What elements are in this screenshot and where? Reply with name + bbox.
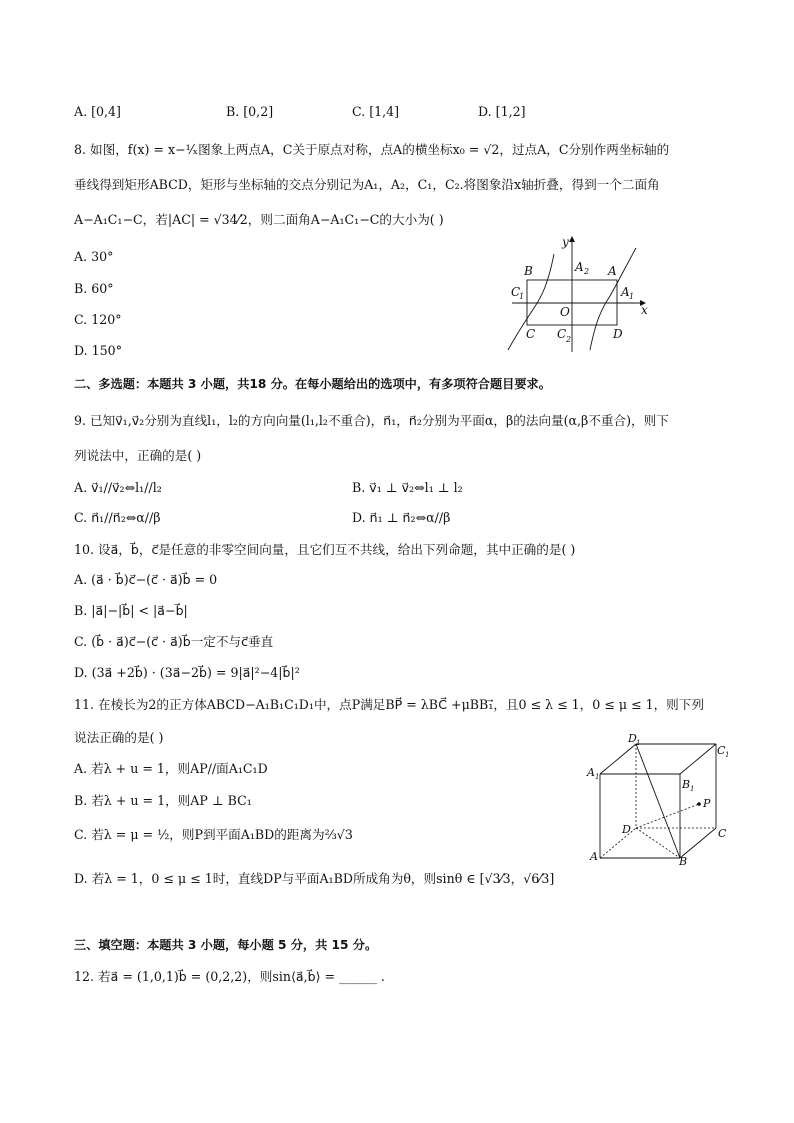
label-c1: C [511,285,521,299]
label-b1-sub: 1 [690,785,695,793]
q8-option-a: A. 30° [74,249,114,264]
q8-option-c: C. 120° [74,312,122,327]
label-c: C [718,827,727,840]
q9-option-c: C. n⃗₁//n⃗₂⇔α//β [74,510,161,525]
label-a1: A [621,285,630,299]
label-a1-sub: 1 [629,292,635,301]
q11-option-c: C. 若λ = μ = ½，则P到平面A₁BD的距离为⅔√3 [74,827,353,842]
label-a: A [608,264,617,278]
label-o: O [560,305,570,319]
label-b: B [679,855,688,866]
q7-option-d: D. [1,2] [478,104,526,119]
section-heading-fill-in: 三、填空题：本题共 3 小题，每小题 5 分，共 15 分。 [74,938,378,952]
q11-stem-line1: 11. 在棱长为2的正方体ABCD−A₁B₁C₁D₁中，点P满足BP⃗ = λBC⃗ +μBB₁⃗，且0 ≤ λ ≤ 1，0 ≤ μ ≤ 1，则下列 [74,697,704,712]
q8-stem-line3: A−A₁C₁−C，若|AC| = √34⁄2，则二面角A−A₁C₁−C的大小为( ) [74,212,444,227]
q7-option-b: B. [0,2] [226,104,274,119]
q9-stem-line2: 列说法中，正确的是( ) [74,448,202,463]
point-p [697,802,701,806]
q11-cube-figure [584,734,744,866]
q8-stem-line2: 垂线得到矩形ABCD，矩形与坐标轴的交点分别记为A₁，A₂，C₁，C₂.将图象沿x轴折叠，得到一个二面角 [74,177,660,192]
q11-stem-line2: 说法正确的是( ) [74,730,164,745]
q9-option-d: D. n⃗₁ ⊥ n⃗₂⇔α//β [352,510,451,525]
label-c: C [526,327,536,341]
q11-option-b: B. 若λ + u = 1，则AP ⊥ BC₁ [74,793,252,808]
label-c1-sub: 1 [519,292,525,301]
label-a1: A [587,766,595,779]
q11-option-d: D. 若λ = 1，0 ≤ μ ≤ 1时，直线DP与平面A₁BD所成角为θ，则sinθ ∈ [√3⁄3，√6⁄3] [74,871,555,886]
edge-b-c [680,828,716,858]
label-a: A [590,850,598,863]
label-c2-sub: 2 [566,335,572,344]
line-d1-b [636,744,680,858]
q8-graph-figure [500,232,660,354]
label-d1-sub: 1 [636,739,641,747]
label-b1: B [682,778,691,791]
label-y: y [562,235,569,249]
q10-option-a: A. (a⃗ · b⃗)c⃗−(c⃗ · a⃗)b⃗ = 0 [74,572,218,587]
q10-option-d: D. (3a⃗ +2b⃗) · (3a⃗−2b⃗) = 9|a⃗|²−4|b⃗|² [74,665,300,680]
label-d: D [622,823,631,836]
q12-stem: 12. 若a⃗ = (1,0,1)b⃗ = (0,2,2)，则sin⟨a⃗,b⃗⟩ = ______ . [74,969,385,984]
q7-option-a: A. [0,4] [74,104,121,119]
label-b: B [524,264,533,278]
q8-option-d: D. 150° [74,343,122,358]
q11-option-a: A. 若λ + u = 1，则AP//面A₁C₁D [74,761,268,776]
q9-option-b: B. v⃗₁ ⊥ v⃗₂⇔l₁ ⊥ l₂ [352,480,463,495]
label-a1-sub: 1 [595,773,600,781]
q10-option-b: B. |a⃗|−|b⃗| < |a⃗−b⃗| [74,603,188,618]
y-axis-arrow [569,236,575,242]
line-d-b-hidden [636,828,680,858]
label-p: P [703,797,711,810]
q8-option-b: B. 60° [74,281,114,296]
label-d: D [613,327,623,341]
section-heading-multiple-choice: 二、多选题：本题共 3 小题，共18 分。在每小题给出的选项中，有多项符合题目要求。 [74,377,551,391]
label-c2: C [557,327,567,341]
label-x: x [641,303,648,317]
label-d1: D [628,734,637,745]
q10-option-c: C. (b⃗ · a⃗)c⃗−(c⃗ · a⃗)b⃗一定不与c⃗垂直 [74,634,274,649]
label-c1-sub: 1 [725,751,730,759]
label-c1: C [717,744,726,757]
edge-b1-c1 [680,744,716,774]
q8-stem-line1: 8. 如图，f(x) = x−¹⁄ₓ图象上两点A，C关于原点对称，点A的横坐标x₀ = √2，过点A，C分别作两坐标轴的 [74,142,670,157]
q10-stem: 10. 设a⃗，b⃗，c⃗是任意的非零空间向量，且它们互不共线，给出下列命题，其中正确的是( ) [74,542,576,557]
q9-option-a: A. v⃗₁//v⃗₂⇔l₁//l₂ [74,480,162,495]
edge-a1-d1 [600,744,636,774]
label-a2: A [575,260,584,274]
label-a2-sub: 2 [584,267,590,276]
q7-option-c: C. [1,4] [352,104,400,119]
q9-stem-line1: 9. 已知v⃗₁,v⃗₂分别为直线l₁，l₂的方向向量(l₁,l₂不重合)，n⃗₁，n⃗₂分别为平面α，β的法向量(α,β不重合)，则下 [74,413,669,428]
